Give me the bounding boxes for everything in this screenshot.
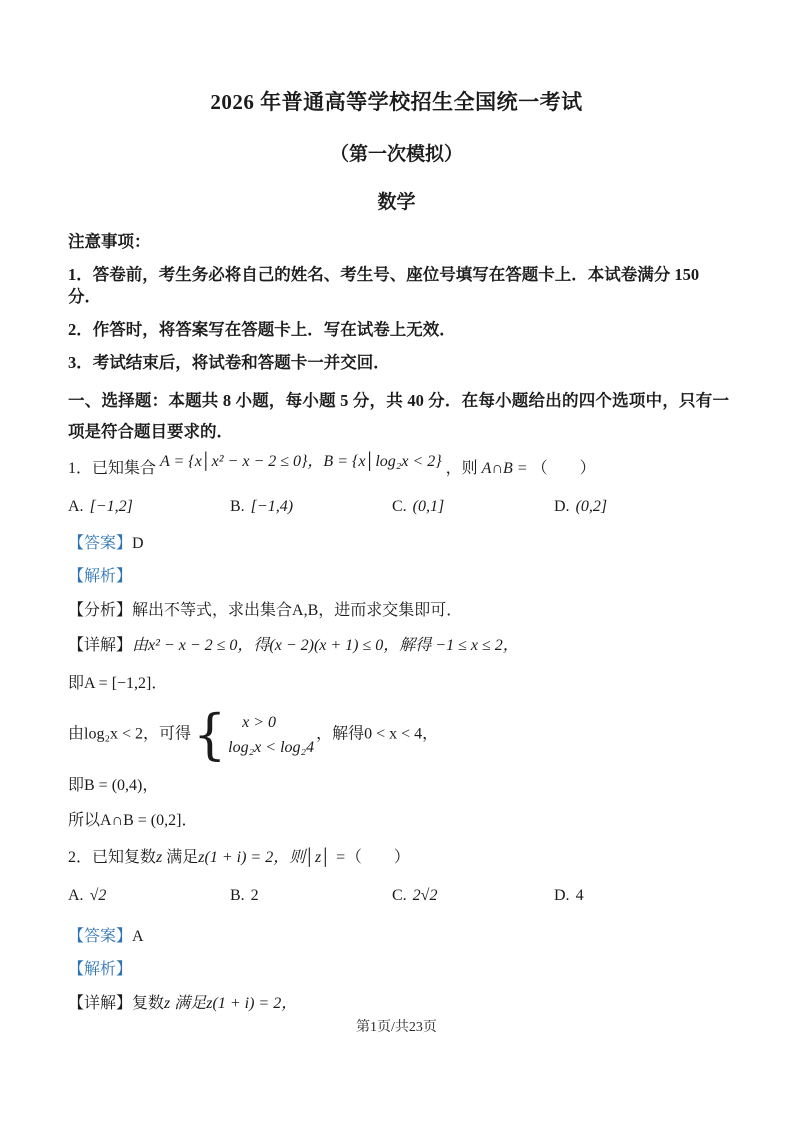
q2-analysis-label: 【解析】	[68, 961, 133, 978]
q1-cases-suffix: ，解得0 < x < 4，	[316, 725, 439, 743]
page-number-indicator: 第1页/共23页	[356, 1020, 437, 1035]
q1-answer-value: D	[132, 535, 144, 552]
q1-case-top: x > 0	[242, 714, 277, 731]
q1-option-b-value: [−1,4)	[250, 498, 294, 515]
q1-options-row	[68, 498, 729, 516]
q1-stem-mid: ，则	[445, 460, 478, 477]
q2-stem-prefix: 2．已知复数	[68, 849, 157, 866]
q1-intersection-expr: A∩B =	[481, 460, 528, 477]
q1-option-c	[392, 498, 554, 516]
q2-answer-blank: （ ）	[345, 849, 410, 866]
q1-conclusion-line: 所以A∩B = (0,2]．	[68, 812, 198, 829]
notice-item-3: 3．考试结束后，将试卷和答题卡一并交回．	[68, 353, 390, 372]
q2-detail-label: 【详解】	[68, 995, 133, 1012]
q2-option-b-label: B.	[230, 887, 245, 904]
notice-heading: 注意事项：	[68, 232, 151, 251]
q1-detail-text: 由x² − x − 2 ≤ 0，得(x − 2)(x + 1) ≤ 0，解得 −1 ≤ x ≤ 2，	[132, 637, 519, 654]
q1-method-label: 【分析】	[68, 602, 133, 619]
q1-case-bottom: log₂x < log₂4	[228, 739, 315, 756]
q2-option-c	[392, 887, 554, 905]
question-2-stem	[68, 846, 729, 870]
q1-detail-label: 【详解】	[68, 637, 133, 654]
q1-set-formula: A = {x│x² − x − 2 ≤ 0}，B = {x│log₂x < 2}	[160, 453, 442, 470]
q2-option-c-label: C.	[392, 887, 407, 904]
q1-analysis-label: 【解析】	[68, 568, 133, 585]
exam-subtitle: （第一次模拟）	[329, 144, 463, 165]
q2-option-b	[230, 887, 392, 905]
exam-body	[68, 231, 729, 1015]
q2-analysis-line	[68, 959, 729, 981]
q1-option-b	[230, 498, 392, 516]
q2-option-b-value: 2	[250, 887, 259, 904]
q2-option-a	[68, 887, 230, 905]
q1-option-d	[554, 498, 729, 516]
q2-detail-variable: z	[164, 995, 171, 1012]
q2-option-a-label: A.	[68, 887, 84, 904]
q1-option-a-value: [−1,2]	[89, 498, 133, 515]
question-1-stem	[68, 453, 729, 481]
q1-option-a-label: A.	[68, 498, 84, 515]
q2-variable: z	[156, 849, 163, 866]
q2-equation: z(1 + i) = 2	[198, 849, 274, 866]
q1-detail-line	[68, 635, 729, 657]
q2-modulus-expr: ，则│z│ =	[273, 849, 346, 866]
q2-option-d-label: D.	[554, 887, 570, 904]
q2-option-d-value: 4	[575, 887, 584, 904]
section-heading-choice: 一、选择题：本题共 8 小题，每小题 5 分，共 40 分．在每小题给出的四个选项中，只有一项是符合题目要求的．	[68, 391, 729, 441]
q1-answer-blank: （ ）	[531, 460, 596, 477]
q2-answer-value: A	[132, 928, 144, 945]
title-block	[0, 0, 793, 214]
notice-item-1: 1．答卷前，考生务必将自己的姓名、考生号、座位号填写在答题卡上．本试卷满分 150 分．	[68, 265, 700, 306]
q1-option-d-value: (0,2]	[575, 498, 608, 515]
q1-method-line	[68, 600, 729, 622]
q2-option-c-value: 2√2	[412, 887, 438, 904]
q2-answer-line	[68, 926, 729, 948]
q2-detail-text: 满足z(1 + i) = 2，	[170, 995, 298, 1012]
q1-option-a	[68, 498, 230, 516]
q2-options-row	[68, 887, 729, 905]
q1-set-b-line: 即B = (0,4)，	[68, 777, 159, 794]
q1-stem-prefix: 1．已知集合	[68, 460, 157, 477]
left-brace-glyph: {	[193, 703, 227, 767]
exam-subject: 数学	[377, 192, 416, 213]
q1-option-d-label: D.	[554, 498, 570, 515]
q1-cases-line	[68, 703, 729, 767]
q1-option-c-label: C.	[392, 498, 407, 515]
q1-inequality-system	[193, 703, 315, 767]
q1-cases-prefix: 由log₂x < 2，可得	[68, 725, 192, 743]
q2-answer-label: 【答案】	[68, 928, 133, 945]
q1-method-text: 解出不等式，求出集合A,B，进而求交集即可．	[132, 602, 463, 619]
q1-set-a-line: 即A = [−1,2]．	[68, 675, 168, 692]
q1-cases-rows	[228, 710, 314, 760]
q1-analysis-line	[68, 566, 729, 588]
notice-item-2: 2．作答时，将答案写在答题卡上．写在试卷上无效．	[68, 320, 456, 339]
q2-option-d	[554, 887, 729, 905]
q2-stem-mid: 满足	[162, 849, 199, 866]
q2-detail-line	[68, 993, 729, 1015]
q1-answer-label: 【答案】	[68, 535, 133, 552]
q2-option-a-value: √2	[89, 887, 107, 904]
q1-answer-line	[68, 533, 729, 555]
q2-detail-prefix: 复数	[132, 995, 165, 1012]
exam-title: 2026 年普通高等学校招生全国统一考试	[210, 90, 583, 114]
q1-option-c-value: (0,1]	[412, 498, 445, 515]
q1-option-b-label: B.	[230, 498, 245, 515]
